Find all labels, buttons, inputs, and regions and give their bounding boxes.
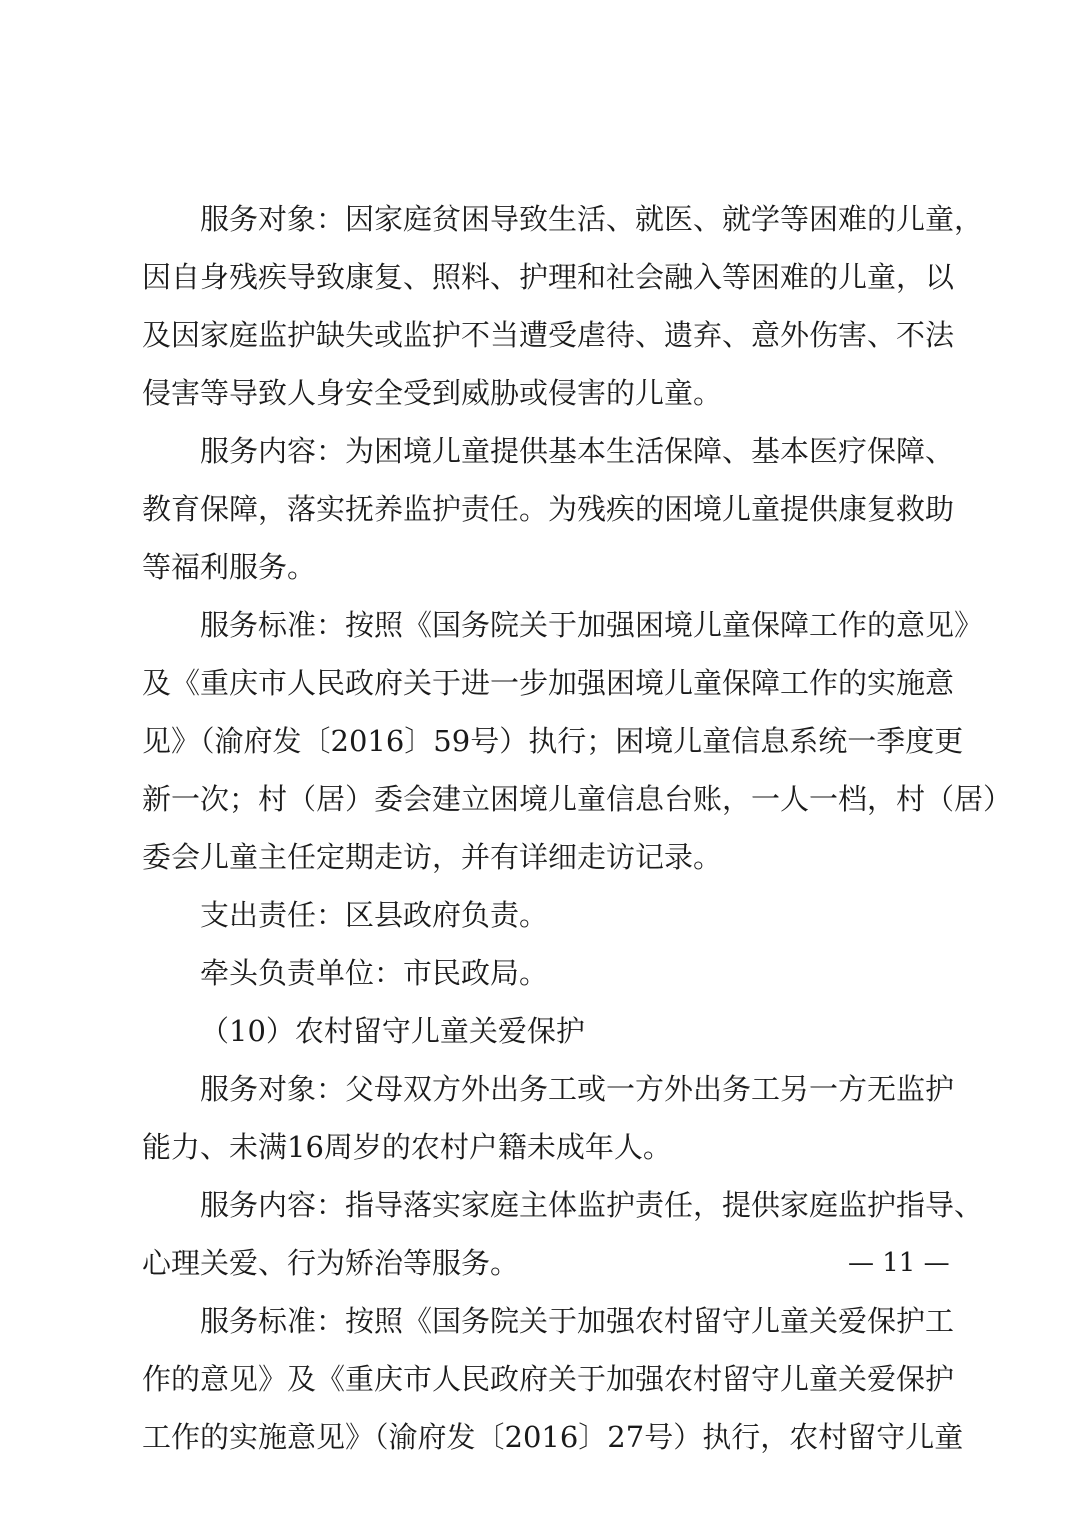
text-line: 新一次；村（居）委会建立困境儿童信息台账，一人一档，村（居） [142, 782, 1013, 816]
document-body [142, 190, 1013, 1466]
text-line: 服务内容：为困境儿童提供基本生活保障、基本医疗保障、 [200, 434, 955, 468]
paragraph [142, 1176, 984, 1292]
text-line: 侵害等导致人身安全受到威胁或侵害的儿童。 [142, 376, 723, 410]
text-line: （10）农村留守儿童关爱保护 [200, 1014, 585, 1048]
text-line: 及因家庭监护缺失或监护不当遭受虐待、遗弃、意外伤害、不法 [142, 318, 955, 352]
section-heading [142, 1002, 942, 1060]
paragraph [142, 190, 984, 422]
text-line: 服务标准：按照《国务院关于加强农村留守儿童关爱保护工 [200, 1304, 955, 1338]
text-line: 心理关爱、行为矫治等服务。 [142, 1246, 520, 1280]
text-line: 作的意见》及《重庆市人民政府关于加强农村留守儿童关爱保护 [142, 1362, 955, 1396]
text-line: 工作的实施意见》（渝府发〔2016〕27号）执行，农村留守儿童 [142, 1420, 964, 1454]
text-line: 服务标准：按照《国务院关于加强困境儿童保障工作的意见》 [200, 608, 984, 642]
text-line: 教育保障，落实抚养监护责任。为残疾的困境儿童提供康复救助 [142, 492, 955, 526]
paragraph [142, 886, 942, 944]
paragraph [142, 1292, 964, 1466]
text-line: 服务内容：指导落实家庭主体监护责任，提供家庭监护指导、 [200, 1188, 984, 1222]
text-line: 见》（渝府发〔2016〕59号）执行；困境儿童信息系统一季度更 [142, 724, 964, 758]
text-line: 委会儿童主任定期走访，并有详细走访记录。 [142, 840, 723, 874]
text-line: 牵头负责单位：市民政局。 [200, 956, 549, 990]
text-line: 能力、未满16周岁的农村户籍未成年人。 [142, 1130, 672, 1164]
text-line: 服务对象：父母双方外出务工或一方外出务工另一方无监护 [200, 1072, 955, 1106]
text-line: 支出责任：区县政府负责。 [200, 898, 549, 932]
paragraph [142, 1060, 955, 1176]
paragraph [142, 944, 942, 1002]
text-line: 服务对象：因家庭贫困导致生活、就医、就学等困难的儿童， [200, 202, 984, 236]
text-line: 因自身残疾导致康复、照料、护理和社会融入等困难的儿童，以 [142, 260, 955, 294]
paragraph [142, 596, 1013, 886]
page-number: — 11 — [848, 1248, 950, 1278]
text-line: 及《重庆市人民政府关于进一步加强困境儿童保障工作的实施意 [142, 666, 955, 700]
paragraph [142, 422, 955, 596]
text-line: 等福利服务。 [142, 550, 317, 584]
